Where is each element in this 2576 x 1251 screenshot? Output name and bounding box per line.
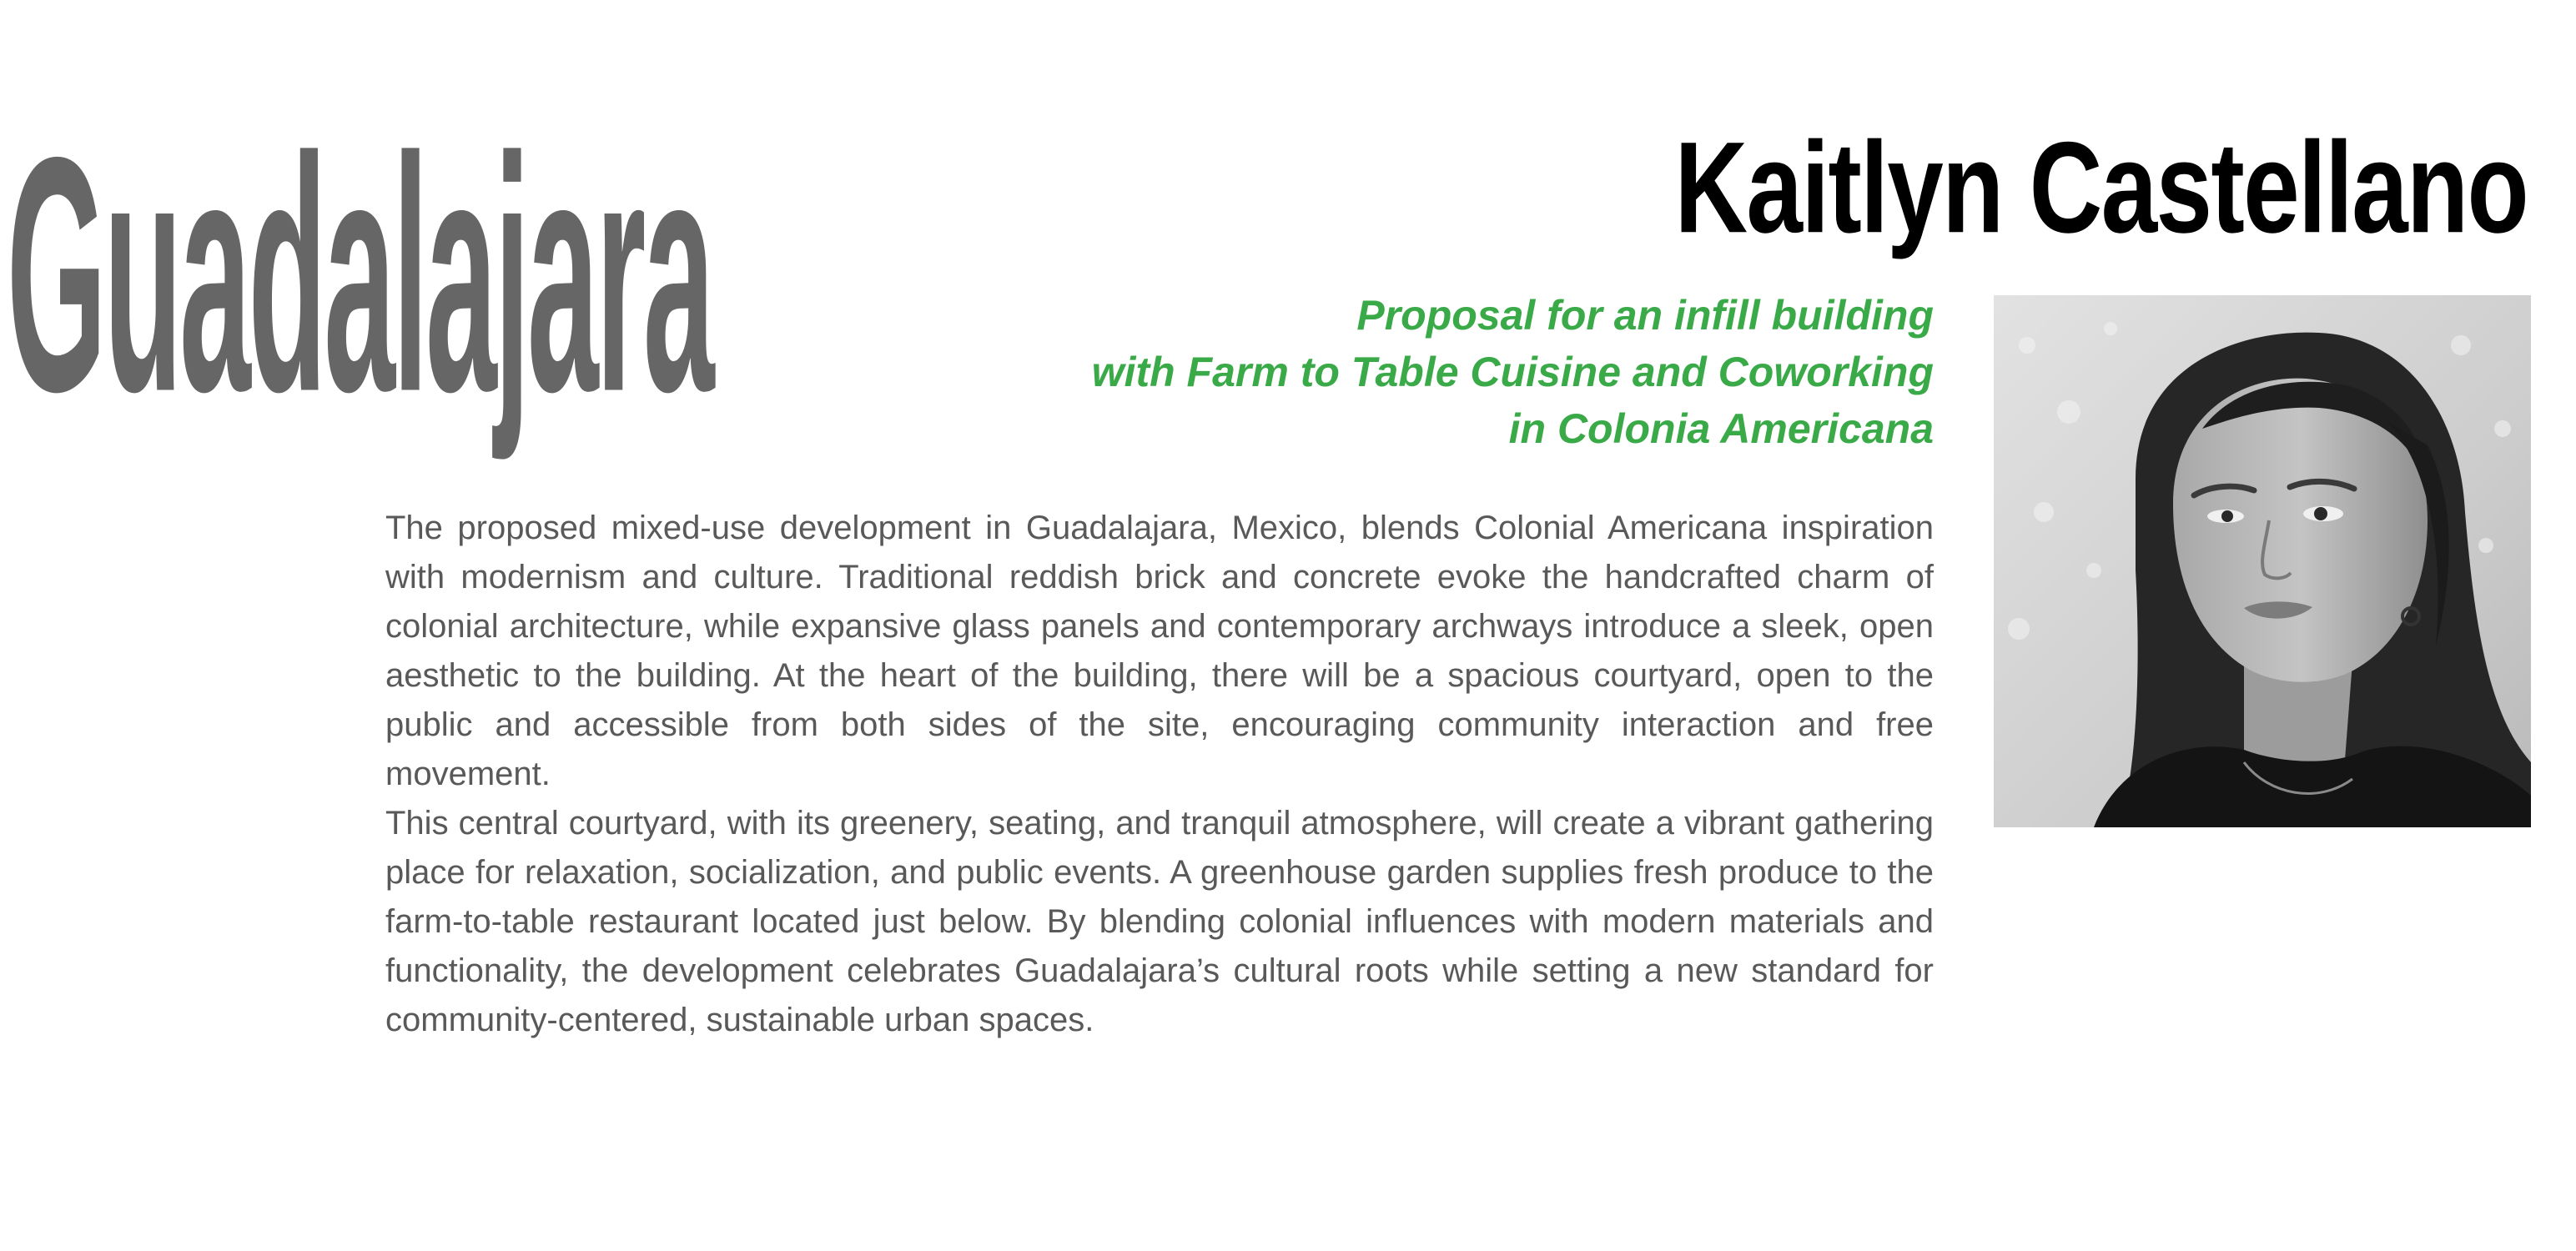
subtitle-line: Proposal for an infill building [1356, 292, 1934, 339]
project-description [385, 504, 1934, 1045]
subtitle-line: in Colonia Americana [1508, 405, 1934, 452]
author-portrait [1994, 295, 2531, 827]
description-paragraph: This central courtyard, with its greenery, seating, and tranquil atmosphere, will create a vibrant gathering place for relaxation, socialization, and public events. A greenhouse garden supplies fresh produce to the farm-to-table restaurant located just below. By blending colonial influences with modern materials and functionality, the development celebrates Guadalajara’s cultural roots while setting a new standard for community-centered, sustainable urban spaces. [385, 805, 1934, 1038]
city-title: Guadalajara [7, 89, 712, 462]
project-subtitle [849, 287, 1934, 457]
subtitle-line: with Farm to Table Cuisine and Coworking [1091, 349, 1934, 395]
portrait-image [1994, 295, 2531, 827]
description-paragraph: The proposed mixed-use development in Guadalajara, Mexico, blends Colonial Americana inspiration with modernism and culture. Traditional reddish brick and concrete evoke the handcrafted charm of colonial architecture, while expansive glass panels and contemporary archways introduce a sleek, open aesthetic to the building. At the heart of the building, there will be a spacious courtyard, open to the public and accessible from both sides of the site, encouraging community interaction and free movement. [385, 510, 1934, 792]
author-name: Kaitlyn Castellano [1674, 115, 2528, 260]
